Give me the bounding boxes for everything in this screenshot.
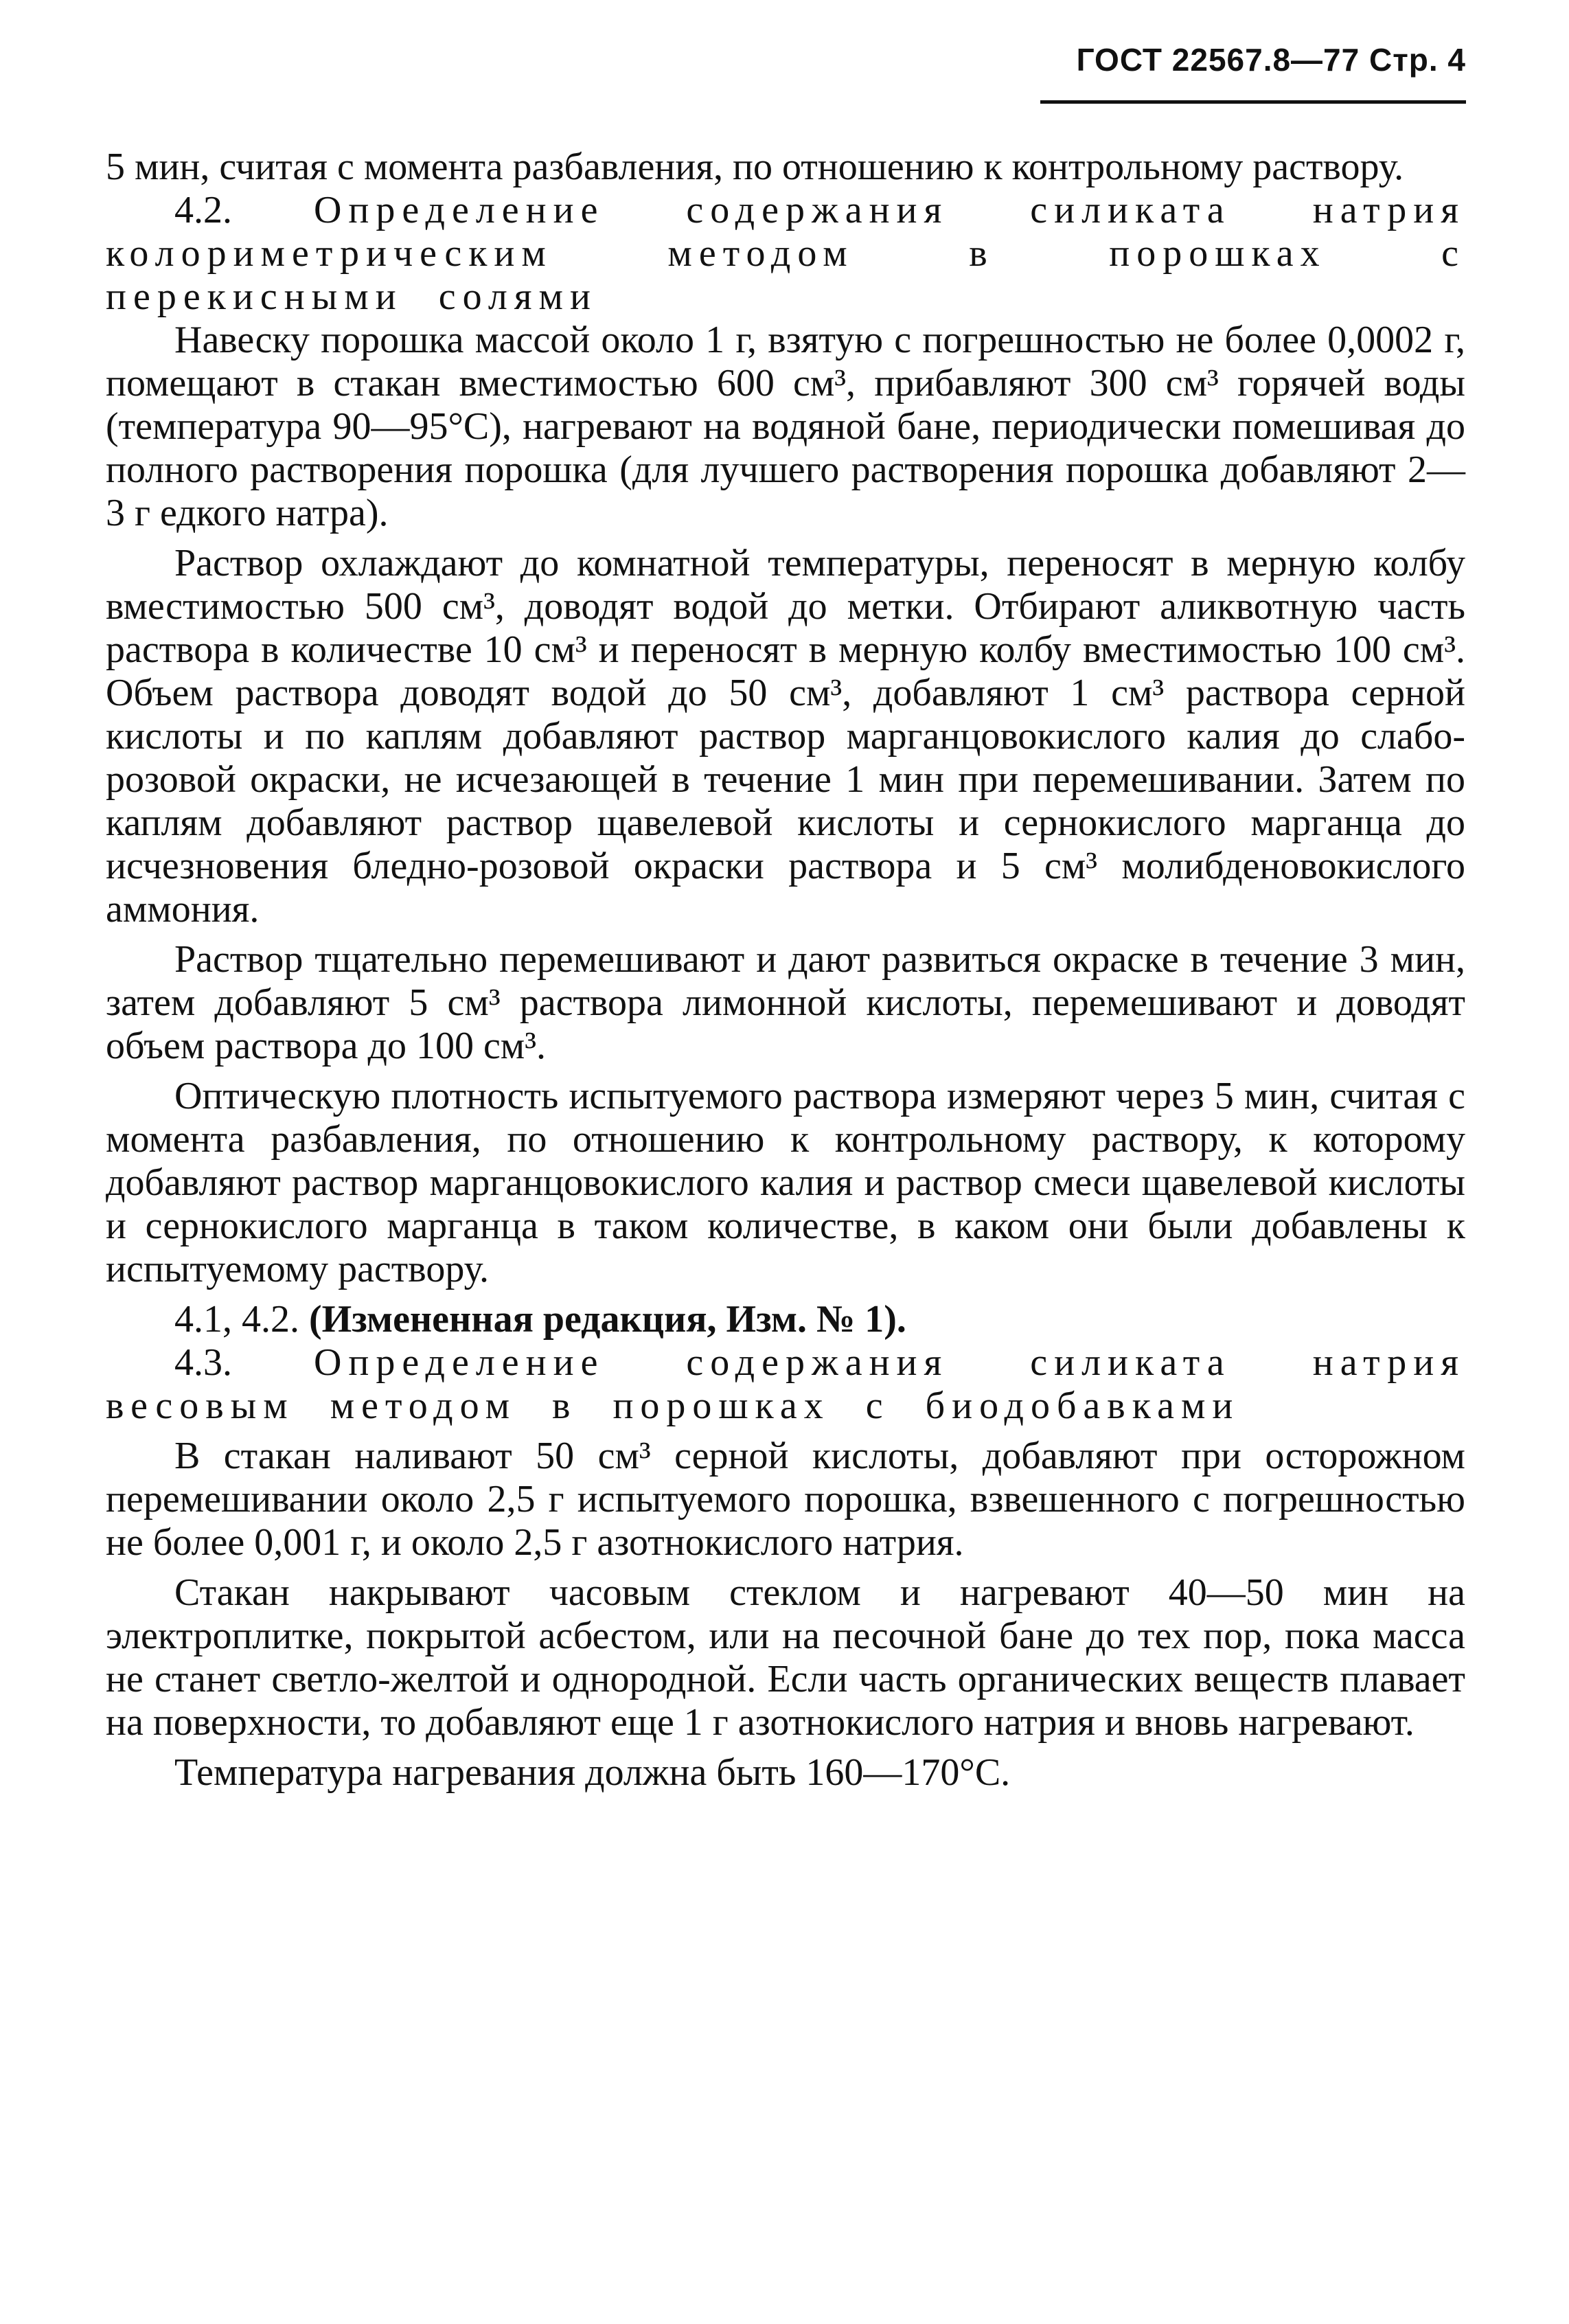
section-title-text: Определение содержания силиката натрия весовым методом в порошках с биодобавками bbox=[106, 1341, 1465, 1427]
edit-note-text: (Измененная редакция, Изм. № 1). bbox=[309, 1298, 906, 1341]
document-body bbox=[106, 146, 1465, 1795]
paragraph: Навеску порошка массой около 1 г, взятую с погрешностью не более 0,0002 г, помещают в стакан вместимостью 600 см³, прибавляют 300 см³ горячей воды (температура 90—95°С), нагревают на водяной бане, периодически помешивая до полного растворения порошка (для лучшего растворения порошка добавляют 2—3 г едкого натра). bbox=[106, 319, 1465, 534]
paragraph: Оптическую плотность испытуемого раствора измеряют через 5 мин, считая с момента разбавления, по отношению к контрольному раствору, к которому добавляют раствор марганцовокислого калия и раствор смеси щавелевой кислоты и сернокислого марганца в таком количестве, в каком они были добавлены к испытуемому раствору. bbox=[106, 1075, 1465, 1290]
paragraph: Раствор тщательно перемешивают и дают развиться окраске в течение 3 мин, затем добавляют 5 см³ раствора лимонной кислоты, перемешивают и доводят объем раствора до 100 см³. bbox=[106, 938, 1465, 1067]
paragraph: Стакан накрывают часовым стеклом и нагревают 40—50 мин на электроплитке, покрытой асбестом, или на песочной бане до тех пор, пока масса не станет светло-желтой и однородной. Если часть органических веществ плавает на поверхности, то добавляют еще 1 г азотнокислого натрия и вновь нагревают. bbox=[106, 1571, 1465, 1744]
page-header bbox=[1077, 41, 1466, 93]
header-rule bbox=[1040, 100, 1466, 104]
header-standard-and-page: ГОСТ 22567.8—77 Стр. 4 bbox=[1076, 42, 1466, 78]
section-4-3-title bbox=[106, 1341, 1465, 1428]
section-title-text: Определение содержания силиката натрия колориметрическим методом в порошках с перекисными солями bbox=[106, 189, 1465, 318]
paragraph: В стакан наливают 50 см³ серной кислоты, добавляют при осторожном перемешивании около 2,5 г испытуемого порошка, взвешенного с погрешностью не более 0,001 г, и около 2,5 г азотнокислого натрия. bbox=[106, 1435, 1465, 1564]
section-number: 4.3. bbox=[174, 1341, 232, 1384]
paragraph-continuation: 5 мин, считая с момента разбавления, по отношению к контрольному раствору. bbox=[106, 146, 1404, 188]
edit-ref: 4.1, 4.2. bbox=[174, 1298, 299, 1341]
section-4-2-title bbox=[106, 189, 1465, 319]
section-number: 4.2. bbox=[174, 189, 232, 231]
paragraph: Температура нагревания должна быть 160—170°С. bbox=[174, 1751, 1011, 1794]
paragraph: Раствор охлаждают до комнатной температуры, переносят в мерную колбу вместимостью 500 см³, доводят водой до метки. Отбирают аликвотную часть раствора в количестве 10 см³ и переносят в мерную колбу вместимостью 100 см³. Объем раствора доводят водой до 50 см³, добавляют 1 см³ раствора серной кислоты и по каплям добавляют раствор марганцовокислого калия до слабо-розовой окраски, не исчезающей в течение 1 мин при перемешивании. Затем по каплям добавляют раствор щавелевой кислоты и сернокислого марганца до исчезновения бледно-розовой окраски раствора и 5 см³ молибденовокислого аммония. bbox=[106, 542, 1465, 931]
edit-note bbox=[106, 1298, 1465, 1341]
